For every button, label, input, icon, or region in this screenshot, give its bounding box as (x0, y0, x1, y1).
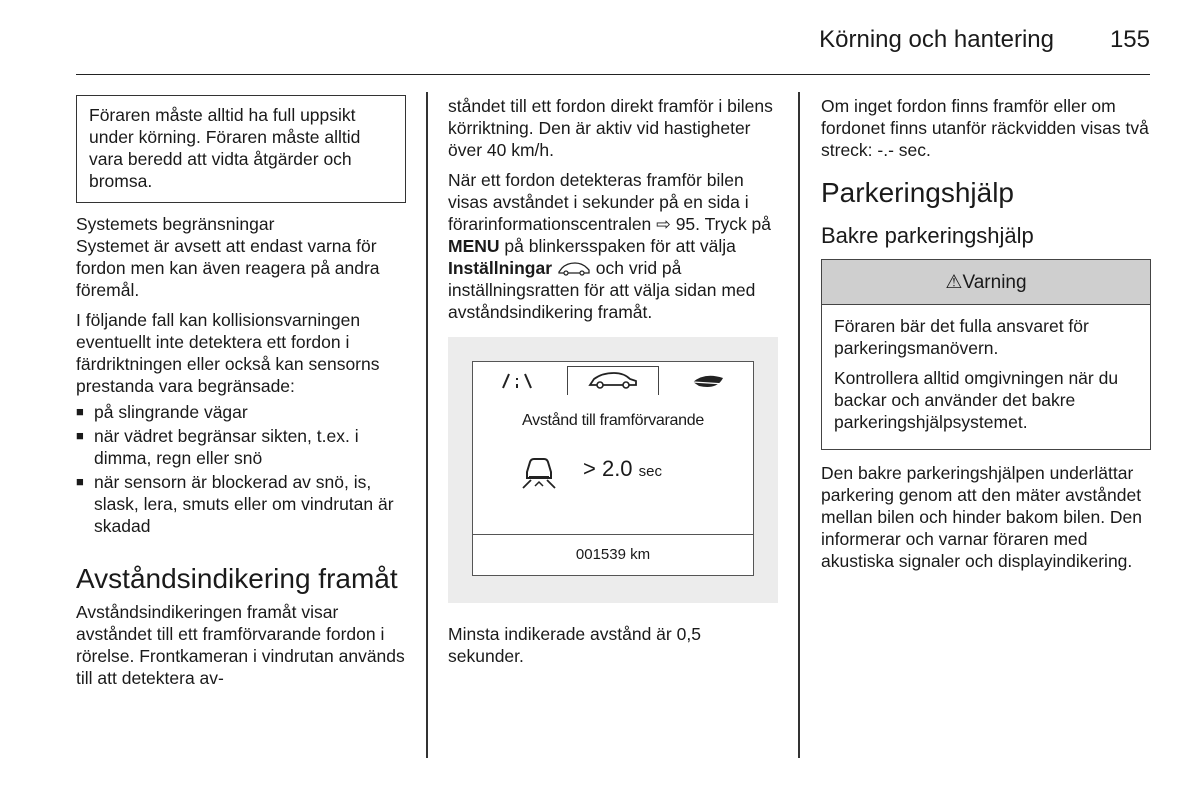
warning-header (822, 260, 1150, 305)
warning-text: Kontrollera alltid omgivningen när du backar och använder det bakre parkeringshjälpsystemet. (834, 368, 1119, 432)
section-text: Avståndsindikeringen framåt visar avståndet till ett framförvarande fordon i rörelse. Frontkameran i vindrutan används till att detektera av- (76, 602, 405, 688)
text-run: När ett fordon detekteras framför bilen visas avståndet i sekunder på en sida i förarinformationscentralen (448, 170, 749, 234)
chapter-title: Körning och hantering (819, 26, 1054, 53)
section-title-parking: Parkeringshjälp (821, 177, 1014, 208)
distance-value (583, 458, 662, 483)
page-reference: 95 (675, 214, 696, 234)
text-run: på blinkersspaken för att välja (499, 236, 736, 256)
min-distance-text: Minsta indikerade avstånd är 0,5 sekunder. (448, 624, 701, 666)
vehicle-ahead-icon (519, 454, 559, 495)
paragraph: ståndet till ett fordon direkt framför i bilens körriktning. Den är aktiv vid hastigheter över 40 km/h. (448, 96, 773, 160)
settings-label: Inställningar (448, 258, 553, 278)
page-number: 155 (1109, 26, 1150, 53)
text-run: . Tryck på (695, 214, 772, 234)
warning-box (821, 259, 1151, 450)
column-divider (798, 92, 800, 758)
paragraph: Om inget fordon finns framför eller om fordonet finns utanför räckvidden visas två streck: -.- sec. (821, 96, 1149, 160)
column-2 (448, 95, 778, 675)
section-title-distance: Avståndsindikering framåt (76, 563, 398, 594)
warning-label: Varning (962, 272, 1027, 293)
page-header (76, 22, 1150, 75)
warning-text: Föraren bär det fulla ansvaret för parkeringsmanövern. (834, 316, 1089, 358)
column-1 (76, 95, 406, 697)
column-3 (821, 95, 1151, 580)
warning-body (822, 305, 1150, 449)
display-title: Avstånd till framförvarande (522, 412, 704, 429)
odometer: 001539 km (575, 546, 651, 563)
display-tabs (473, 362, 753, 394)
display-divider (473, 534, 753, 535)
lane-tab-icon (495, 370, 545, 394)
warning-triangle-icon: ⚠ (945, 272, 963, 293)
distance-seconds: > 2.0 (583, 456, 633, 481)
column-divider (426, 92, 428, 758)
list-item: ■ när sensorn är blockerad av snö, is, slask, lera, smuts eller om vindrutan är skadad (76, 471, 406, 537)
paragraph: Den bakre parkeringshjälpen underlättar parkering genom att den mäter avståndet mellan bilen och hinder bakom bilen. Den informerar och varnar föraren med akustiska signaler och displayindikering. (821, 463, 1143, 571)
car-distance-tab-icon (567, 366, 659, 395)
distance-unit: sec (638, 463, 663, 480)
cases-text: I följande fall kan kollisionsvarningen eventuellt inte detektera ett fordon i färdriktningen eller också kan sensorns prestanda vara begränsade: (76, 310, 380, 396)
text-run: och vrid på inställningsratten för att välja sidan med avståndsindikering framåt. (448, 258, 756, 322)
limits-heading: Systemets begränsningar (76, 214, 275, 234)
limits-text: Systemet är avsett att endast varna för fordon men kan även reagera på andra föremål. (76, 236, 380, 300)
page-reference-icon: ⇨ (656, 214, 671, 234)
subsection-title: Bakre parkeringshjälp (821, 223, 1034, 248)
list-item: ■ när vädret begränsar sikten, t.ex. i dimma, regn eller snö (76, 425, 406, 469)
car-settings-icon (557, 262, 591, 276)
display-figure (448, 337, 778, 603)
paragraph-instructions (448, 169, 778, 323)
eco-leaf-tab-icon (679, 370, 739, 394)
note-text: Föraren måste alltid ha full uppsikt under körning. Föraren måste alltid vara beredd att vidta åtgärder och bromsa. (89, 105, 361, 191)
list-item: ■ på slingrande vägar (76, 401, 406, 423)
bullet-list (76, 401, 406, 537)
driver-info-display (472, 361, 754, 576)
note-box (76, 95, 406, 203)
menu-label: MENU (448, 236, 500, 256)
